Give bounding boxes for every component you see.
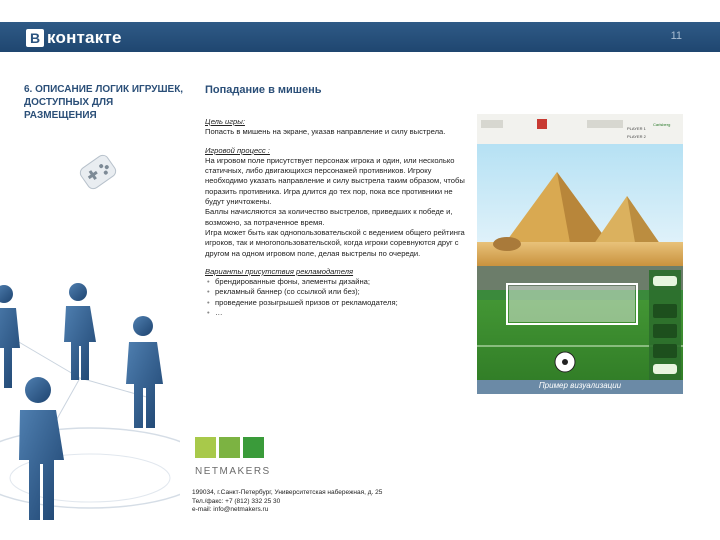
game-preview-image <box>477 114 683 394</box>
list-item: • рекламный баннер (со ссылкой или без); <box>215 287 470 297</box>
section-title: 6. ОПИСАНИЕ ЛОГИК ИГРУШЕК, ДОСТУПНЫХ ДЛЯ РАЗМЕЩЕНИЯ <box>24 84 184 121</box>
process-text: На игровом поле присутствует персонаж игрока и один, или несколько статичных, либо двигающихся персонажей противников. Игроку необходимо указать направление и силу выстрела таким образом, чтобы поразить противника. Игра длится до тех пор, пока все противники не будут уничтожены. <box>205 155 465 207</box>
player1-label: PLAYER 1 <box>627 126 646 131</box>
company-address: 199034, г.Санкт-Петербург, Университетская набережная, д. 25 <box>192 489 383 496</box>
network-people-illustration <box>0 268 180 540</box>
options-label: Варианты присутствия рекламодателя <box>205 266 354 276</box>
gamepad-icon <box>70 148 126 196</box>
carlsberg-label: Carlsberg <box>653 122 671 127</box>
description-block <box>205 117 470 318</box>
process-label: Игровой процесс : <box>205 145 270 155</box>
logo-square <box>219 437 240 458</box>
company-name: NETMAKERS <box>195 466 271 477</box>
player2-label: PLAYER 2 <box>627 134 646 139</box>
page-number: 11 <box>670 30 682 42</box>
company-email[interactable]: e-mail: info@netmakers.ru <box>192 506 269 513</box>
options-list <box>205 277 470 318</box>
game-preview <box>477 114 683 394</box>
logo-text: контакте <box>47 28 122 47</box>
list-item: • … <box>215 308 470 318</box>
score-text: Баллы начисляются за количество выстрелов, приведших к победе и, возможно, за потраченное время. <box>205 207 453 227</box>
mode-text: Игра может быть как однопользовательской с ведением общего рейтинга игроков, так и многопользовательской, когда игроки соревнуются друг с другом на одном игровом поле, делая выстрелы по очереди. <box>205 227 465 258</box>
logo-square <box>195 437 216 458</box>
logo-square <box>243 437 264 458</box>
vkontakte-logo[interactable] <box>26 28 122 48</box>
preview-caption: Пример визуализации <box>538 381 622 390</box>
company-phone: Тел./факс: +7 (812) 332 25 30 <box>192 497 281 505</box>
logo-letter: В <box>26 29 44 47</box>
goal-label: Цель игры: <box>205 117 245 126</box>
goal-text: Попасть в мишень на экране, указав направление и силу выстрела. <box>205 127 446 137</box>
contact-info <box>192 489 382 515</box>
header-bar <box>0 22 720 52</box>
main-title: Попадание в мишень <box>205 84 322 96</box>
list-item: • проведение розыгрышей призов от рекламодателя; <box>215 298 470 308</box>
list-item: • брендированные фоны, элементы дизайна; <box>215 277 470 287</box>
